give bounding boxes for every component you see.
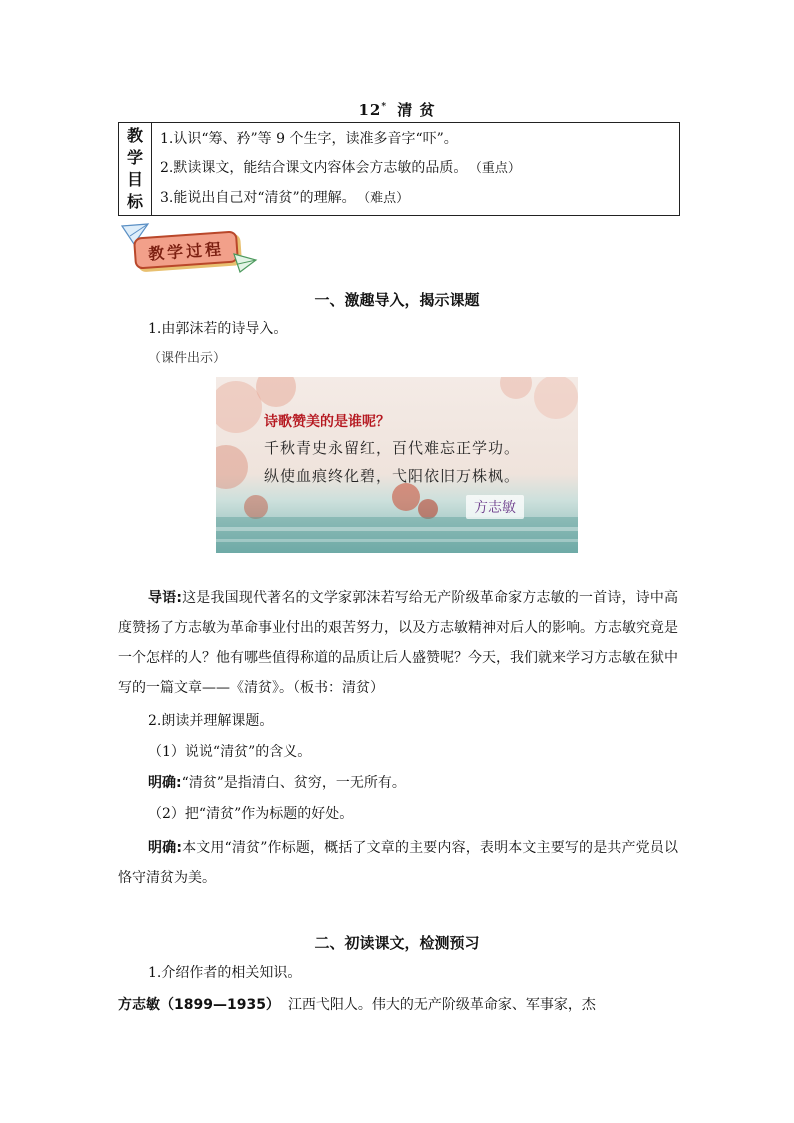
courseware-note: （课件出示） [148,351,227,366]
teaching-process-banner [120,222,260,278]
step-text: 2.朗读并理解课题。 [148,713,274,729]
page-title: 12* 清 贫 [358,101,436,119]
slide-author: 方志敏 [466,495,524,519]
objective-item: 1.认识“筹、矜”等 9 个生字，读准多音字“吓”。 [160,131,458,148]
poem-line: 纵使血痕终化碧，弋阳依旧万株枫。 [264,467,521,485]
answer-paragraph: 明确:本文用“清贫”作标题，概括了文章的主要内容，表明本文主要写的是共产党员以恪守清贫为美。 [118,840,678,886]
intro-paragraph: 导语:这是我国现代著名的文学家郭沫若写给无产阶级革命家方志敏的一首诗，诗中高度赞扬了方志敏为革命事业付出的艰苦努力，以及方志敏精神对后人的影响。方志敏究竟是一个怎样的人？他有哪些值得称道的品质让后人盛赞呢？今天，我们就来学习方志敏在狱中写的一篇文章——《清贫》。（板书：清贫） [118,590,678,696]
objective-item: 2.默读课文，能结合课文内容体会方志敏的品质。 （重点） [160,160,521,177]
question-text: （2）把“清贫”作为标题的好处。 [148,806,354,822]
answer-paragraph: 明确:“清贫”是指清白、贫穷，一无所有。 [148,775,406,791]
section-heading: 一、激趣导入，揭示课题 [314,291,480,309]
paper-plane-icon [232,252,258,274]
question-text: （1）说说“清贫”的含义。 [148,744,312,760]
courseware-slide [216,377,578,553]
banner-label: 教学过程 [133,230,239,269]
objectives-label: 教 学 目 标 [119,123,152,215]
step-text: 1.介绍作者的相关知识。 [148,965,302,981]
objectives-table [118,122,680,216]
poem-line: 千秋青史永留红，百代难忘正学功。 [264,439,521,457]
section-heading: 二、初读课文，检测预习 [314,934,480,952]
author-intro: 方志敏（1899—1935） 江西弋阳人。伟大的无产阶级革命家、军事家，杰 [118,997,596,1013]
objective-item: 3.能说出自己对“清贫”的理解。 （难点） [160,189,410,206]
slide-question: 诗歌赞美的是谁呢？ [264,414,390,430]
step-text: 1.由郭沫若的诗导入。 [148,321,288,337]
